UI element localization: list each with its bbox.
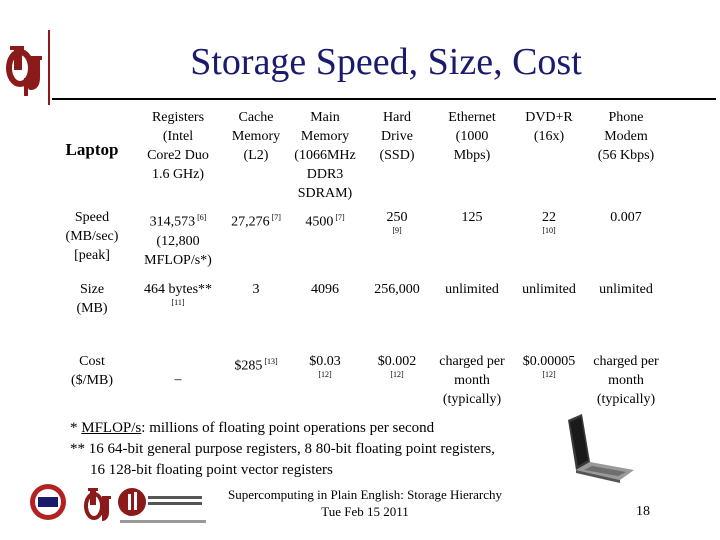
column-header: [224, 108, 288, 165]
table-header-row: [52, 108, 716, 204]
cell-value: [288, 352, 362, 371]
cell-value: [588, 208, 664, 227]
cell-extra-line: (12,800: [156, 233, 200, 249]
cell-value-text: $0.03: [309, 354, 341, 369]
footnote-2-line2: 16 128-bit floating point vector registers: [90, 462, 333, 478]
cell-extra-line: MFLOP/s*): [144, 252, 212, 268]
table-cell: [288, 352, 362, 379]
sponsor-logos: [12, 480, 212, 530]
table-cell: [512, 208, 586, 235]
footnote-2-line1: ** 16 64-bit general purpose registers, 8 80-bit floating point registers,: [70, 441, 495, 457]
title-divider-line: [48, 30, 50, 105]
cell-value: [364, 280, 430, 299]
cell-value-text: 314,573: [149, 214, 196, 230]
cell-reference: [12]: [318, 370, 332, 379]
cell-value: [288, 280, 362, 299]
cell-value-text: unlimited: [599, 282, 653, 297]
table-cell: [288, 280, 362, 299]
cell-value: [432, 280, 512, 299]
column-header-line: (16x): [533, 129, 565, 144]
cell-value-text: –: [174, 372, 182, 387]
column-header-line: Memory: [231, 129, 281, 144]
table-cell: [134, 370, 222, 389]
footer-date: Tue Feb 15 2011: [321, 504, 409, 519]
title-rule: [52, 98, 716, 100]
cell-value-text: 27,276: [231, 214, 270, 230]
cell-value: [588, 280, 664, 299]
cell-value-text: 0.007: [610, 210, 642, 225]
cell-value: [432, 352, 512, 409]
footer: [210, 486, 520, 520]
footnotes: [70, 418, 570, 481]
cell-value-text: 3: [252, 282, 260, 297]
ou-logo: [6, 38, 48, 98]
column-header-line: DDR3: [306, 167, 344, 182]
cell-value-text: unlimited: [522, 282, 576, 297]
laptop-image: [560, 410, 638, 486]
cell-value-text: 250: [386, 210, 408, 225]
cell-value-text: 464 bytes**: [143, 282, 213, 297]
table-row: [52, 208, 716, 278]
table-cell: [134, 280, 222, 307]
cell-reference: [7]: [269, 213, 281, 222]
table-cell: [512, 280, 586, 299]
cell-value: [364, 208, 430, 227]
footer-title: Supercomputing in Plain English: Storage Hierarchy: [227, 487, 503, 502]
mflops-term: MFLOP/s: [81, 420, 142, 436]
cell-value-text: 256,000: [374, 282, 420, 297]
column-header-line: Core2 Duo: [147, 148, 209, 163]
table-cell: [364, 280, 430, 299]
column-header-line: (L2): [243, 148, 269, 163]
row-label-line: Cost: [79, 354, 105, 369]
cell-reference: [11]: [171, 298, 185, 307]
column-header: [288, 108, 362, 203]
column-header-line: Mbps): [453, 148, 491, 163]
cell-value: [364, 352, 430, 371]
cell-value: [134, 208, 222, 232]
cell-value-text: $0.00005: [522, 354, 576, 369]
column-header-line: Registers: [151, 110, 205, 125]
table-cell: [588, 208, 664, 227]
column-header-line: Modem: [604, 129, 648, 144]
column-header-line: Ethernet: [448, 110, 496, 125]
table-row: [52, 280, 716, 350]
cell-value: [134, 370, 222, 389]
cell-value: [432, 208, 512, 227]
table-cell: [224, 280, 288, 299]
row-label-line: Size: [79, 282, 105, 297]
column-header: [432, 108, 512, 165]
table-cell: [364, 352, 430, 379]
column-header-line: (1000: [455, 129, 489, 144]
column-header-line: Cache: [238, 110, 274, 125]
cell-value-text: 4096: [311, 282, 339, 297]
column-header-line: Memory: [300, 129, 350, 144]
cell-value: [512, 280, 586, 299]
column-header: [588, 108, 664, 165]
cell-value-text: $0.002: [377, 354, 417, 369]
table-cell: [432, 352, 512, 409]
cell-value: [512, 352, 586, 371]
table-cell: [432, 280, 512, 299]
cell-value-text: charged per month (typically): [439, 354, 505, 407]
cell-value: [224, 280, 288, 299]
column-header-line: (56 Kbps): [597, 148, 655, 163]
row-label-line: Speed: [74, 210, 110, 225]
row-label-line: ($/MB): [71, 373, 113, 388]
cell-reference: [12]: [390, 370, 404, 379]
column-header-line: 1.6 GHz): [151, 167, 205, 182]
cell-value-text: unlimited: [445, 282, 499, 297]
row-label: [52, 352, 132, 390]
page-number: 18: [636, 504, 650, 519]
column-header-line: (1066MHz: [294, 148, 356, 163]
column-header-line: Drive: [381, 129, 413, 144]
column-header: [134, 108, 222, 184]
row-label: [52, 280, 132, 318]
cell-value-text: charged per month (typically): [593, 354, 659, 407]
column-header-line: (SSD): [379, 148, 415, 163]
cell-reference: [6]: [195, 213, 207, 222]
table-corner-label: Laptop: [65, 140, 119, 159]
table-cell: [288, 208, 362, 232]
cell-value: [224, 352, 288, 376]
column-header: [512, 108, 586, 146]
footnote-1: * MFLOP/s: millions of floating point operations per second: [70, 420, 435, 436]
column-header-line: (Intel: [162, 129, 194, 144]
column-header-line: DVD+R: [525, 110, 573, 125]
row-label: [52, 208, 132, 265]
cell-reference: [13]: [262, 357, 278, 366]
table-cell: [512, 352, 586, 379]
cell-reference: [9]: [392, 226, 402, 235]
table-cell: [588, 280, 664, 299]
row-label-line: [peak]: [74, 248, 110, 263]
cell-value: [288, 208, 362, 232]
cell-reference: [12]: [542, 370, 556, 379]
cell-value: [224, 208, 288, 232]
table-cell: [432, 208, 512, 227]
cell-value: [512, 208, 586, 227]
table-cell: [134, 208, 222, 270]
column-header-line: Hard: [383, 110, 411, 125]
row-label-line: (MB/sec): [65, 229, 119, 244]
column-header-line: Phone: [608, 110, 644, 125]
column-header-line: Main: [310, 110, 340, 125]
table-cell: [588, 352, 664, 409]
cell-value: [134, 280, 222, 299]
slide-title: Storage Speed, Size, Cost: [190, 41, 582, 83]
table-cell: [364, 208, 430, 235]
cell-value-text: $285: [234, 358, 263, 374]
column-header: [364, 108, 430, 165]
cell-value-text: 22: [542, 210, 556, 225]
row-label-line: (MB): [76, 301, 108, 316]
cell-reference: [7]: [333, 213, 345, 222]
table-cell: [224, 208, 288, 232]
table-cell: [224, 352, 288, 376]
cell-value: [588, 352, 664, 409]
column-header-line: SDRAM): [297, 186, 353, 201]
cell-reference: [10]: [542, 226, 556, 235]
cell-value-text: 4500: [305, 214, 334, 230]
cell-value-text: 125: [461, 210, 483, 225]
